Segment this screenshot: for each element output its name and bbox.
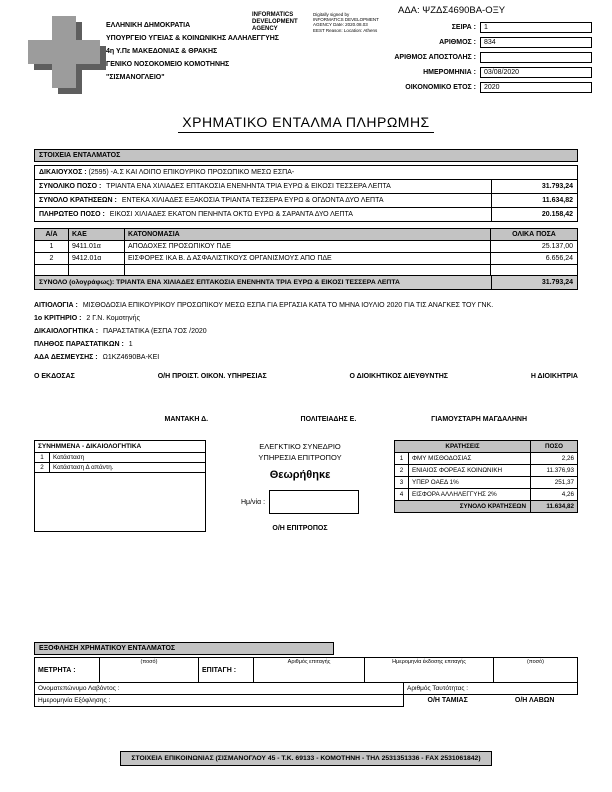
- plithos-value: 1: [128, 341, 133, 348]
- table-row: [35, 253, 577, 265]
- field-arithmos-apostolis: [394, 52, 592, 63]
- page-title: ΧΡΗΜΑΤΙΚΟ ΕΝΤΑΛΜΑ ΠΛΗΡΩΜΗΣ: [178, 114, 433, 133]
- settlement-signatures: [404, 697, 578, 704]
- cheque-number-header: Αριθμός επιταγής: [287, 659, 331, 665]
- payable-amount-words: ΕΙΚΟΣΙ ΧΙΛΙΑΔΕΣ ΕΚΑΤΟΝ ΠΕΝΗΝΤΑ ΟΚΤΩ ΕΥΡΩ & ΣΑΡΑΝΤΑ ΔΥΟ ΛΕΠΤΑ: [109, 211, 353, 218]
- field-arithmos-apostolis-label: ΑΡΙΘΜΟΣ ΑΠΟΣΤΟΛΗΣ :: [394, 54, 476, 61]
- row-aa: 2: [35, 253, 69, 264]
- field-oikonomiko-etos-value: 2020: [480, 82, 592, 93]
- footer-row: [0, 747, 612, 766]
- field-seira: [394, 22, 592, 33]
- row-aa: 1: [35, 241, 69, 252]
- row-name: ΑΠΟΔΟΧΕΣ ΠΡΟΣΩΠΙΚΟΥ ΠΔΕ: [125, 241, 491, 252]
- deduction-number: 3: [395, 477, 409, 488]
- cross-shape: [28, 16, 100, 88]
- col-kae-header: ΚΑΕ: [69, 229, 125, 240]
- aitiologia-label: ΑΙΤΙΟΛΟΓΙΑ :: [34, 302, 78, 309]
- field-imerominia: [394, 67, 592, 78]
- dikaiologitika-line: [34, 328, 578, 335]
- col-aa-header: Α/Α: [35, 229, 69, 240]
- ada-number: ΑΔΑ: ΨΖΔΣ4690ΒΑ-ΟΞΥ: [398, 5, 506, 16]
- signature-title-issuer: Ο ΕΚΔΟΣΑΣ: [34, 373, 75, 380]
- settlement-section: [34, 642, 578, 707]
- org-line-republic: ΕΛΛΗΝΙΚΗ ΔΗΜΟΚΡΑΤΙΑ: [106, 22, 191, 29]
- approved-stamp-text: Θεωρήθηκε: [269, 469, 331, 481]
- table-row: [35, 241, 577, 253]
- plithos-line: [34, 341, 578, 348]
- settlement-method-row: [34, 657, 578, 683]
- warrant-section: [34, 149, 578, 426]
- payable-amount-row: [34, 207, 578, 222]
- contact-info-bar: ΣΤΟΙΧΕΙΑ ΕΠΙΚΟΙΝΩΝΙΑΣ (ΣΙΣΜΑΝΟΓΛΟΥ 45 - Τ.Κ. 69133 - ΚΟΜΟΤΗΝΗ - ΤΗΛ 2531351336 - FAX 2531061842): [120, 751, 491, 766]
- field-arithmos: [394, 37, 592, 48]
- deductions-amount-label: ΣΥΝΟΛΟ ΚΡΑΤΗΣΕΩΝ :: [39, 197, 117, 204]
- attachment-text: Κατάσταση: [53, 454, 85, 461]
- signature-title-admin-director: Ο ΔΙΟΙΚΗΤΙΚΟΣ ΔΙΕΥΘΥΝΤΗΣ: [349, 373, 448, 380]
- table-row: [395, 489, 577, 501]
- attachments-title: ΣΥΝΗΜΜΕΝΑ - ΔΙΚΑΙΟΛΟΓΗΤΙΚΑ: [35, 441, 205, 453]
- field-oikonomiko-etos-label: ΟΙΚΟΝΟΜΙΚΟ ΕΤΟΣ :: [405, 84, 476, 91]
- deductions-amount-row: [34, 193, 578, 208]
- aitiologia-line: [34, 302, 578, 309]
- settlement-date-row: [34, 694, 578, 707]
- col-amount-header: ΟΛΙΚΑ ΠΟΣΑ: [512, 231, 556, 238]
- kritirio-label: 1ο ΚΡΙΤΗΡΙΟ :: [34, 315, 82, 322]
- recipient-id-cell: Αριθμός Ταυτότητας :: [403, 682, 578, 695]
- row-kae: 9411.01α: [69, 241, 125, 252]
- aitiologia-value: ΜΙΣΘΟΔΟΣΙΑ ΕΠΙΚΟΥΡΙΚΟΥ ΠΡΟΣΩΠΙΚΟΥ ΜΕΣΩ ΕΣΠΑ ΓΙΑ ΕΡΓΑΣΙΑ ΚΑΤΑ ΤΟ ΜΗΝΑ ΙΟΥΛΙΟ 2020 ΓΙΑ ΤΙΣ ΑΝΑΓΚΕΣ ΤΟΥ ΓΝΚ.: [82, 302, 494, 309]
- cash-label-cell: ΜΕΤΡΗΤΑ :: [34, 657, 100, 683]
- receiver-signature-label: Ο/Η ΛΑΒΩΝ: [514, 697, 555, 704]
- beneficiary-row: [34, 165, 578, 180]
- deductions-amount-value: 11.634,82: [491, 194, 577, 207]
- deductions-box: [394, 440, 578, 513]
- field-seira-label: ΣΕΙΡΑ :: [451, 24, 476, 31]
- deduction-name: ΕΝΙΑΙΟΣ ΦΟΡΕΑΣ ΚΟΙΝΩΝΙΚΗ: [409, 465, 531, 476]
- org-line-region: 4η Υ.Πε ΜΑΚΕΔΟΝΙΑΣ & ΘΡΑΚΗΣ: [106, 48, 218, 55]
- deduction-name: ΦΜΥ ΜΙΣΘΟΔΟΣΙΑΣ: [409, 453, 531, 464]
- field-arithmos-label: ΑΡΙΘΜΟΣ :: [439, 39, 476, 46]
- cashier-signature-label: Ο/Η ΤΑΜΙΑΣ: [427, 697, 468, 704]
- kritirio-value: 2 Γ.Ν. Κομοτηνής: [86, 315, 140, 322]
- settlement-date-cell: Ημερομηνία Εξόφλησης :: [34, 694, 404, 707]
- total-amount-value: 31.793,24: [491, 180, 577, 193]
- signature-name: ΜΑΝΤΑΚΗ Δ.: [164, 416, 209, 423]
- deduction-number: 4: [395, 489, 409, 500]
- esy-cross-logo-icon: [28, 16, 108, 96]
- reference-fields: [394, 22, 592, 97]
- field-seira-value: 1: [480, 22, 592, 33]
- deductions-amount-words: ΕΝΤΕΚΑ ΧΙΛΙΑΔΕΣ ΕΞΑΚΟΣΙΑ ΤΡΙΑΝΤΑ ΤΕΣΣΕΡΑ ΕΥΡΩ & ΟΓΔΟΝΤΑ ΔΥΟ ΛΕΠΤΑ: [121, 197, 384, 204]
- deduction-amount: 11.376,93: [546, 467, 574, 474]
- title-row: [0, 114, 612, 133]
- deductions-name-header: ΚΡΑΤΗΣΕΙΣ: [395, 441, 531, 452]
- dikaiologitika-value: ΠΑΡΑΣΤΑΤΙΚΑ (ΕΣΠΑ 7ΟΣ /2020: [103, 328, 207, 335]
- row-kae: 9412.01α: [69, 253, 125, 264]
- approval-date-row: [212, 490, 388, 514]
- recipient-name-cell: Ονοματεπώνυμο Λαβόντος :: [34, 682, 404, 695]
- beneficiary-label: ΔΙΚΑΙΟΥΧΟΣ :: [39, 169, 87, 176]
- total-amount-words: ΤΡΙΑΝΤΑ ΕΝΑ ΧΙΛΙΑΔΕΣ ΕΠΤΑΚΟΣΙΑ ΕΝΕΝΗΝΤΑ ΤΡΙΑ ΕΥΡΩ & ΕΙΚΟΣΙ ΤΕΣΣΕΡΑ ΛΕΠΤΑ: [106, 183, 391, 190]
- attachments-empty-space: [35, 473, 205, 531]
- deduction-name: ΕΙΣΦΟΡΑ ΑΛΛΗΛΕΓΓΥΗΣ 2%: [409, 489, 531, 500]
- attachment-text: Κατάσταση Δ απάντη.: [53, 464, 114, 471]
- settlement-section-header-bar: ΕΞΟΦΛΗΣΗ ΧΡΗΜΑΤΙΚΟΥ ΕΝΤΑΛΜΑΤΟΣ: [34, 642, 334, 655]
- signature-titles-row: [34, 373, 578, 380]
- signature-names-row: [34, 416, 578, 426]
- deduction-amount: 251,37: [554, 479, 574, 486]
- payable-amount-label: ΠΛΗΡΩΤΕΟ ΠΟΣΟ :: [39, 211, 105, 218]
- cash-amount-cell: [99, 657, 199, 683]
- commissioner-signature-label: Ο/Η ΕΠΙΤΡΟΠΟΣ: [272, 525, 328, 532]
- deductions-amount-header: ΠΟΣΟ: [544, 443, 564, 450]
- payable-amount-value: 20.158,42: [491, 208, 577, 221]
- table-empty-space: [35, 265, 577, 275]
- stamp-agency-name: INFORMATICS DEVELOPMENT AGENCY: [252, 12, 298, 32]
- table-total-row: [34, 275, 578, 290]
- signature-name: ΓΙΑΜΟΥΣΤΑΡΗ ΜΑΓΔΑΛΗΝΗ: [431, 416, 528, 423]
- row-amount: 25.137,00: [541, 243, 573, 250]
- total-amount-row: [34, 179, 578, 194]
- cheque-date-header: Ημερομηνία έκδοσης επιταγής: [392, 659, 466, 665]
- table-total-amount: 31.793,24: [491, 276, 577, 289]
- expense-table: [34, 228, 578, 276]
- table-total-label: ΣΥΝΟΛΟ (ολογράφως):: [39, 279, 115, 286]
- deductions-total-label: ΣΥΝΟΛΟ ΚΡΑΤΗΣΕΩΝ: [395, 501, 531, 512]
- row-amount: 6.656,24: [545, 255, 573, 262]
- audit-court-line1: ΕΛΕΓΚΤΙΚΟ ΣΥΝΕΔΡΙΟ: [259, 442, 341, 451]
- digital-signature-stamp: [252, 12, 382, 33]
- org-line-hospital-name: "ΣΙΣΜΑΝΟΓΛΕΙΟ": [106, 74, 165, 81]
- cheque-amount-header: (ποσό): [527, 659, 544, 665]
- audit-court-line2: ΥΠΗΡΕΣΙΑ ΕΠΙΤΡΟΠΟΥ: [258, 453, 342, 462]
- attachment-number: 2: [35, 463, 50, 472]
- deductions-header: [395, 441, 577, 453]
- attachments-box: [34, 440, 206, 532]
- warrant-section-header-bar: ΣΤΟΙΧΕΙΑ ΕΝΤΑΛΜΑΤΟΣ: [34, 149, 578, 162]
- stamp-signature-details: Digitally signed by INFORMATICS DEVELOPMENT AGENCY Date: 2020.08.03 EEST Reason: Location: Athens: [313, 12, 379, 33]
- cheque-amount-cell: [493, 657, 578, 683]
- deductions-total-amount: 11.634,82: [546, 503, 574, 510]
- middle-boxes-row: [34, 440, 578, 532]
- warrant-details: [34, 302, 578, 361]
- cheque-date-cell: [364, 657, 494, 683]
- kritirio-line: [34, 315, 578, 322]
- deduction-name: ΥΠΕΡ ΟΑΕΔ 1%: [409, 477, 531, 488]
- signature-name: ΠΟΛΙΤΕΙΑΔΗΣ Ε.: [300, 416, 357, 423]
- table-row: [395, 465, 577, 477]
- org-line-hospital: ΓΕΝΙΚΟ ΝΟΣΟΚΟΜΕΙΟ ΚΟΜΟΤΗΝΗΣ: [106, 61, 230, 68]
- ada-desmeusis-line: [34, 354, 578, 361]
- cheque-number-cell: [253, 657, 365, 683]
- attachment-number: 1: [35, 453, 50, 462]
- deduction-number: 1: [395, 453, 409, 464]
- beneficiary-value: (2595) -Α.Σ ΚΑΙ ΛΟΙΠΟ ΕΠΙΚΟΥΡΙΚΟ ΠΡΟΣΩΠΙΚΟ ΜΕΣΩ ΕΣΠΑ-: [88, 169, 295, 176]
- signature-title-governor: Η ΔΙΟΙΚΗΤΡΙΑ: [530, 373, 578, 380]
- approval-date-box: [269, 490, 359, 514]
- audit-court-box: [212, 440, 388, 532]
- field-oikonomiko-etos: [394, 82, 592, 93]
- row-name: ΕΙΣΦΟΡΕΣ ΙΚΑ Β. Δ ΑΣΦΑΛΙΣΤΙΚΟΥΣ ΟΡΓΑΝΙΣΜΟΥΣ ΑΠΟ ΠΔΕ: [125, 253, 491, 264]
- document-header: [0, 0, 612, 108]
- deduction-amount: 2,26: [561, 455, 574, 462]
- cheque-label-cell: ΕΠΙΤΑΓΗ :: [198, 657, 254, 683]
- dikaiologitika-label: ΔΙΚΑΙΟΛΟΓΗΤΙΚΑ :: [34, 328, 99, 335]
- deduction-amount: 4,26: [561, 491, 574, 498]
- table-total-words: ΤΡΙΑΝΤΑ ΕΝΑ ΧΙΛΙΑΔΕΣ ΕΠΤΑΚΟΣΙΑ ΕΝΕΝΗΝΤΑ ΤΡΙΑ ΕΥΡΩ & ΕΙΚΟΣΙ ΤΕΣΣΕΡΑ ΛΕΠΤΑ: [116, 279, 400, 286]
- col-name-header: ΚΑΤΟΝΟΜΑΣΙΑ: [125, 229, 491, 240]
- approval-date-label: Ημ/νία :: [240, 498, 266, 506]
- plithos-label: ΠΛΗΘΟΣ ΠΑΡΑΣΤΑΤΙΚΩΝ :: [34, 341, 124, 348]
- total-amount-label: ΣΥΝΟΛΙΚΟ ΠΟΣΟ :: [39, 183, 102, 190]
- list-item: [35, 453, 205, 463]
- field-imerominia-label: ΗΜΕΡΟΜΗΝΙΑ :: [423, 69, 476, 76]
- table-row: [395, 453, 577, 465]
- ada-desmeusis-label: ΑΔΑ ΔΕΣΜΕΥΣΗΣ :: [34, 354, 98, 361]
- expense-table-header: [35, 229, 577, 241]
- field-imerominia-value: 03/08/2020: [480, 67, 592, 78]
- list-item: [35, 463, 205, 473]
- table-row: [395, 477, 577, 489]
- field-arithmos-value: 834: [480, 37, 592, 48]
- field-arithmos-apostolis-value: [480, 52, 592, 63]
- deduction-number: 2: [395, 465, 409, 476]
- cash-amount-header: (ποσό): [140, 659, 158, 665]
- signature-title-finance-head: Ο/Η ΠΡΟΙΣΤ. ΟΙΚΟΝ. ΥΠΗΡΕΣΙΑΣ: [157, 373, 267, 380]
- ada-desmeusis-value: Ω1ΚΖ4690ΒΑ-ΚΕΙ: [102, 354, 160, 361]
- org-line-ministry: ΥΠΟΥΡΓΕΙΟ ΥΓΕΙΑΣ & ΚΟΙΝΩΝΙΚΗΣ ΑΛΛΗΛΕΓΓΥΗΣ: [106, 35, 280, 42]
- deductions-total-row: [395, 501, 577, 512]
